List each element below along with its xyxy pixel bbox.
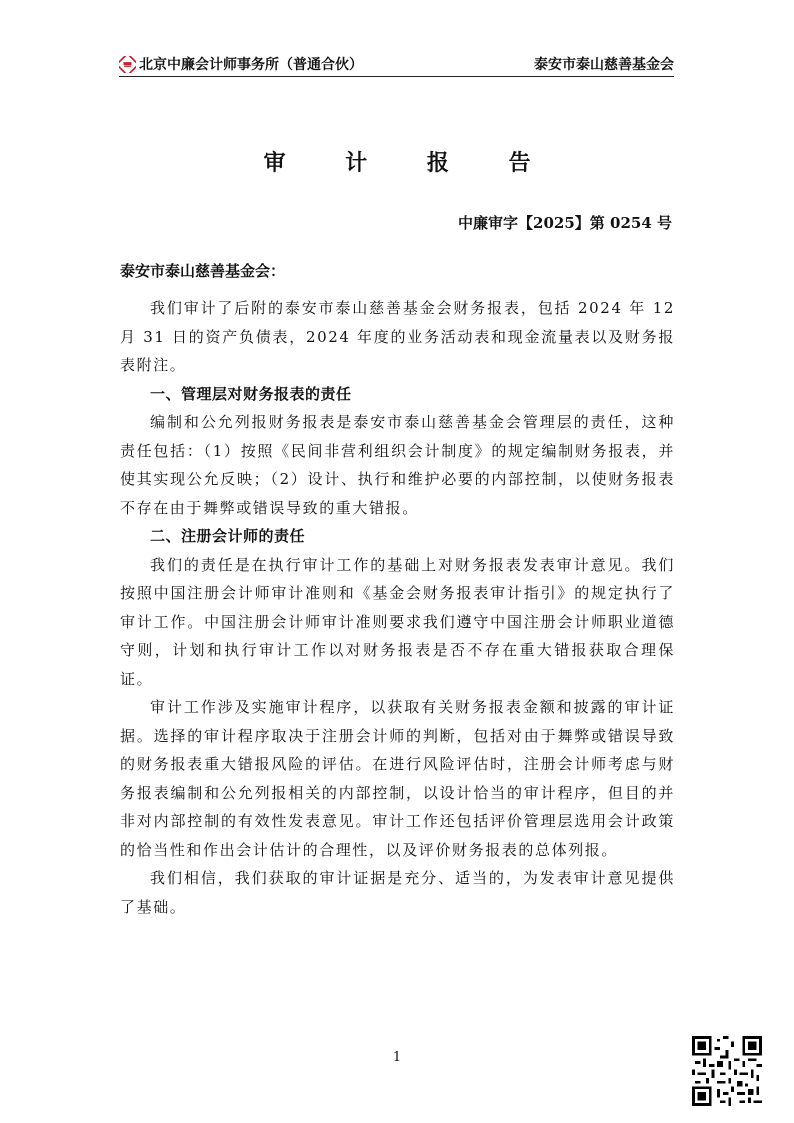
paragraph: 编制和公允列报财务报表是泰安市泰山慈善基金会管理层的责任，这种责任包括：（1）按照《民间非营利组织会计制度》的规定编制财务报表，并使其实现公允反映；（2）设计、执行和维护必要的内部控制，以使财务报表不存在由于舞弊或错误导致的重大错报。: [120, 413, 675, 517]
report-body: [120, 294, 675, 921]
qr-code-icon: [692, 1036, 762, 1106]
firm-name: 北京中廉会计师事务所（普通合伙）: [139, 57, 363, 73]
paragraph: 我们审计了后附的泰安市泰山慈善基金会财务报表，包括 2024 年 12 月 31 日的资产负债表，2024 年度的业务活动表和现金流量表以及财务报表附注。: [120, 299, 675, 374]
addressee: 泰安市泰山慈善基金会：: [120, 262, 286, 280]
page-header: [119, 50, 674, 77]
section-heading: 一、管理层对财务报表的责任: [150, 384, 352, 403]
report-number: 中廉审字【2025】第 0254 号: [458, 214, 672, 232]
paragraph: 我们的责任是在执行审计工作的基础上对财务报表发表审计意见。我们按照中国注册会计师审计准则和《基金会财务报表审计指引》的规定执行了审计工作。中国注册会计师审计准则要求我们遵守中国注册会计师职业道德守则，计划和执行审计工作以对财务报表是否不存在重大错报获取合理保证。: [120, 555, 675, 688]
page-number: 1: [392, 1050, 402, 1065]
client-name: 泰安市泰山慈善基金会: [534, 57, 674, 73]
header-left: [119, 54, 363, 74]
report-title: 审 计 报 告: [263, 151, 557, 176]
paragraph: 审计工作涉及实施审计程序，以获取有关财务报表金额和披露的审计证据。选择的审计程序取决于注册会计师的判断，包括对由于舞弊或错误导致的财务报表重大错报风险的评估。在进行风险评估时，注册会计师考虑与财务报表编制和公允列报相关的内部控制，以设计恰当的审计程序，但目的并非对内部控制的有效性发表意见。审计工作还包括评价管理层选用会计政策的恰当性和作出会计估计的合理性，以及评价财务报表的总体列报。: [120, 698, 675, 859]
paragraph: 我们相信，我们获取的审计证据是充分、适当的，为发表审计意见提供了基础。: [120, 869, 675, 916]
firm-logo-icon: [119, 56, 136, 73]
section-heading: 二、注册会计师的责任: [150, 527, 306, 545]
